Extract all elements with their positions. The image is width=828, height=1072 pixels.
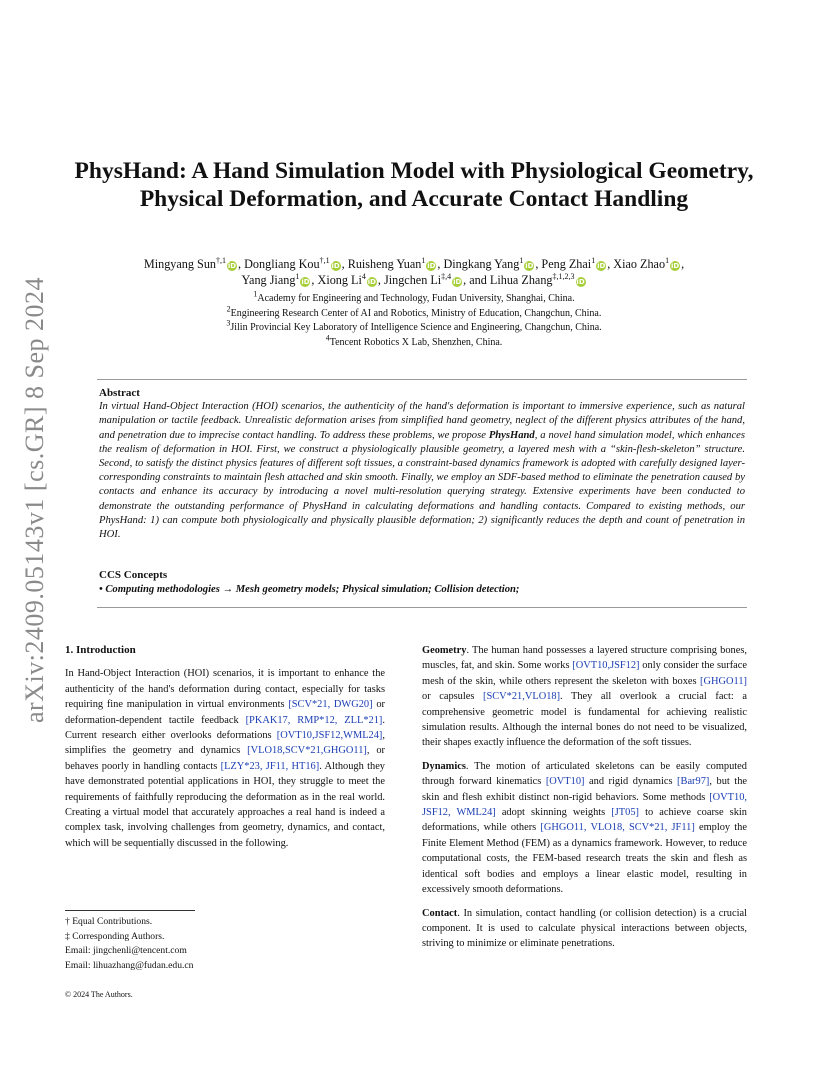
footnote-divider: [65, 910, 195, 911]
orcid-icon[interactable]: iD: [525, 262, 534, 270]
author-name: Yang Jiang: [241, 273, 296, 287]
author-name: Mingyang Sun: [143, 257, 217, 271]
arxiv-identifier: arXiv:2409.05143v1 [cs.GR] 8 Sep 2024: [20, 277, 49, 724]
ccs-section: [99, 568, 745, 597]
affiliation-text: Tencent Robotics X Lab, Shenzhen, China.: [329, 336, 503, 348]
body-text: . They all overlook a crucial fact: a comprehensive geometric model is fundamental for achieving realistic simulation results. Although the internal bones do not need to be visualized, their shapes exactly influence the deformation of the soft tissues.: [422, 691, 747, 749]
author-affiliation-mark: †,1: [216, 255, 227, 265]
author-affiliation-mark: 1: [421, 255, 426, 265]
citation-link[interactable]: [GHGO11, VLO18, SCV*21, JF11]: [540, 822, 695, 834]
contact-label: Contact: [422, 907, 458, 919]
orcid-icon[interactable]: iD: [427, 262, 436, 270]
title-line-1: PhysHand: A Hand Simulation Model with Physiological Geometry,: [74, 158, 754, 184]
citation-link[interactable]: [JT05]: [611, 807, 639, 819]
body-text: In Hand-Object Interaction (HOI) scenarios, it is important to enhance the authenticity of the hand's deformation during contact, especially for tasks requiring fine manipulation in virtual environments: [65, 668, 385, 711]
contact-text: . In simulation, contact handling (or collision detection) is a crucial component. It is used to calculate physical interactions between objects, striving to minimize or eliminate penetrations.: [422, 907, 747, 950]
orcid-icon[interactable]: iD: [301, 278, 310, 286]
author-affiliation-mark: ‡,1,2,3: [552, 271, 575, 281]
citation-link[interactable]: [Bar97]: [677, 776, 710, 788]
body-text: or capsules: [422, 691, 483, 703]
abstract-heading: Abstract: [99, 387, 140, 399]
dynamics-label: Dynamics: [422, 760, 466, 772]
paper-title: [40, 157, 788, 213]
author-name: Xiao Zhao: [613, 257, 666, 271]
body-text: , or behaves poorly in handling contacts: [65, 745, 385, 772]
author-name: Dingkang Yang: [443, 257, 520, 271]
top-divider: [97, 379, 747, 380]
citation-link[interactable]: [SCV*21, DWG20]: [288, 699, 373, 711]
body-text: , simplifies the geometry and dynamics: [65, 730, 385, 757]
intro-paragraph: [65, 666, 385, 851]
affiliation: [100, 289, 728, 307]
copyright: © 2024 The Authors.: [65, 990, 133, 999]
affiliation-mark: 1: [253, 289, 258, 299]
author-affiliation-mark: 4: [361, 271, 366, 281]
citation-link[interactable]: [VLO18,SCV*21,GHGO11]: [247, 745, 367, 757]
body-text: adopt skinning weights: [495, 807, 612, 819]
right-column: [422, 643, 747, 952]
abstract-text-1: In virtual Hand-Object Interaction (HOI) scenarios, the authenticity of the hand's deformation is important to immersive experience, such as natural manipulation or tactile feedback. Unrealistic deformation arises from simplified hand geometry, neglect of the different physics attributes of the hand, and penetration due to imprecise contact handling. To address these problems, we propose: [99, 401, 745, 441]
body-text: . The human hand possesses a layered structure comprising bones, muscles, fat, and skin. Some works: [422, 645, 747, 672]
affiliation-text: Jilin Provincial Key Laboratory of Intelligence Science and Engineering, Changchun, China.: [230, 322, 602, 334]
footnotes: [65, 915, 385, 973]
orcid-icon[interactable]: iD: [331, 262, 340, 270]
dynamics-paragraph: [422, 759, 747, 898]
author-list: Mingyang Sun$^{\dagger,1}$iD , Dongliang Kou$^{\dagger,1}$iD , Ruisheng Yuan$^1$iD , Dingkang Yang$^1$iD , Peng Zhai$^1$iD , Xiao Zhao$^1$iD , Yang Jiang$^1$iD , Xiong Li$^4$iD , Jingchen $Li^{\ddagger,4}iD$ , and Lihua Zhang$^{\ddagger,1,2,3}$iD: [143, 255, 685, 287]
author-name: Jingchen Li: [383, 273, 442, 287]
affiliation: [100, 318, 728, 336]
author-affiliation-mark: †,1: [319, 255, 330, 265]
affiliation-mark: 2: [226, 304, 231, 314]
author-affiliation-mark: 1: [665, 255, 670, 265]
intro-heading: 1. Introduction: [65, 644, 136, 656]
citation-link[interactable]: [PKAK17, RMP*12, ZLL*21]: [245, 714, 383, 726]
author-affiliation-mark: 1: [519, 255, 524, 265]
author-affiliation-mark: 1: [591, 255, 596, 265]
body-text: , but the skin and flesh exhibit distinct non-rigid behaviors. Some methods: [422, 776, 747, 803]
orcid-icon[interactable]: iD: [597, 262, 606, 270]
affiliation: [100, 304, 728, 322]
geometry-paragraph: [422, 643, 747, 751]
abstract-body: [99, 400, 745, 542]
contact-paragraph: [422, 906, 747, 952]
footnote-line: ‡ Corresponding Authors.: [65, 930, 165, 942]
ccs-concepts: • Computing methodologies → Mesh geometry models; Physical simulation; Collision detection;: [99, 583, 520, 595]
author-affiliation-mark: ‡,4: [441, 271, 452, 281]
citation-link[interactable]: [SCV*21,VLO18]: [482, 691, 561, 703]
abstract-section: [99, 386, 745, 542]
citation-link[interactable]: [LZY*23, JF11, HT16]: [220, 760, 320, 772]
abstract-physhand: PhysHand: [488, 429, 535, 441]
ccs-heading: CCS Concepts: [99, 569, 168, 581]
orcid-icon[interactable]: iD: [227, 262, 237, 270]
orcid-icon[interactable]: iD: [576, 278, 585, 286]
orcid-icon[interactable]: iD: [670, 262, 680, 270]
author-affiliation-mark: 1: [295, 271, 300, 281]
footnote-line: Email: lihuazhang@fudan.edu.cn: [65, 959, 194, 971]
left-column: [65, 643, 385, 851]
author-name: Peng Zhai: [541, 257, 592, 271]
geometry-label: Geometry: [422, 645, 467, 656]
affiliation-text: Academy for Engineering and Technology, Fudan University, Shanghai, China.: [257, 293, 575, 304]
author-name: Xiong Li: [317, 273, 362, 287]
affiliation: [100, 333, 728, 351]
footnote-line: † Equal Contributions.: [65, 916, 153, 927]
body-text: . Although they have demonstrated potential applications in HOI, they struggle to meet the requirements of faithfully reproducing the deformation as in the real world. Creating a virtual model that accurately approaches a real hand is indeed a complex task, involving challenges from geometry, dynamics, and contact, which will be sequentially discussed in the following.: [65, 760, 385, 849]
body-text: to achieve coarse skin deformations, while others: [422, 807, 747, 834]
citation-link[interactable]: [OVT10,JSF12]: [572, 660, 640, 672]
orcid-icon[interactable]: iD: [367, 278, 376, 286]
title-line-2: Physical Deformation, and Accurate Contact Handling: [139, 186, 689, 212]
citation-link[interactable]: [OVT10,JSF12,WML24]: [276, 730, 383, 742]
citation-link[interactable]: [OVT10]: [545, 776, 585, 788]
body-text: employ the Finite Element Method (FEM) as a dynamics framework. However, to reduce computational costs, the FEM-based research treats the skin and flesh as identical soft bodies and employs a linear elastic model, resulting in excessively smooth deformations.: [422, 822, 747, 896]
body-text: and rigid dynamics: [584, 776, 678, 788]
body-text: only consider the surface mesh of the skin, while others represent the skeleton with boxes: [422, 660, 747, 687]
author-name: Ruisheng Yuan: [347, 257, 422, 271]
body-text: or deformation-dependent tactile feedback: [65, 699, 385, 726]
body-text: . Current research either overlooks deformations: [65, 714, 385, 742]
affiliation-list: [100, 289, 728, 350]
orcid-icon[interactable]: iD: [453, 278, 462, 286]
body-text: . The motion of articulated skeletons can be easily computed through forward kinematics: [422, 760, 747, 788]
affiliation-mark: 3: [226, 318, 231, 328]
affiliation-mark: 4: [325, 333, 330, 343]
author-name: Dongliang Kou: [244, 257, 320, 271]
abstract-text-2: , a novel hand simulation model, which enhances the realism of deformation in HOI. First, we construct a physiologically plausible geometry, a layered mesh with a “skin-flesh-skeleton” structure. Second, to satisfy the distinct physics features of different soft tissues, a constraint-based dynamics framework is adopted with carefully designed layer-corresponding constraints to maintain flesh attached and skin smooth. Finally, we employ an SDF-based method to eliminate the penetration caused by contacts and enhance its accuracy by introducing a novel multi-resolution querying strategy. Extensive experiments have been conducted to demonstrate the outstanding performance of PhysHand in calculating deformations and handling contacts. Compared to existing methods, our PhysHand: 1) can compute both physiologically and physically plausible deformation; 2) significantly reduces the depth and count of penetration in HOI.: [99, 429, 745, 541]
author-name: and Lihua Zhang: [469, 273, 553, 287]
citation-link[interactable]: [GHGO11]: [700, 675, 747, 687]
footnote-line: Email: jingchenli@tencent.com: [65, 945, 187, 956]
bottom-divider: [97, 607, 747, 608]
affiliation-text: Engineering Research Center of AI and Robotics, Ministry of Education, Changchun, China.: [230, 307, 602, 319]
citation-link[interactable]: [OVT10, JSF12, WML24]: [422, 791, 747, 819]
